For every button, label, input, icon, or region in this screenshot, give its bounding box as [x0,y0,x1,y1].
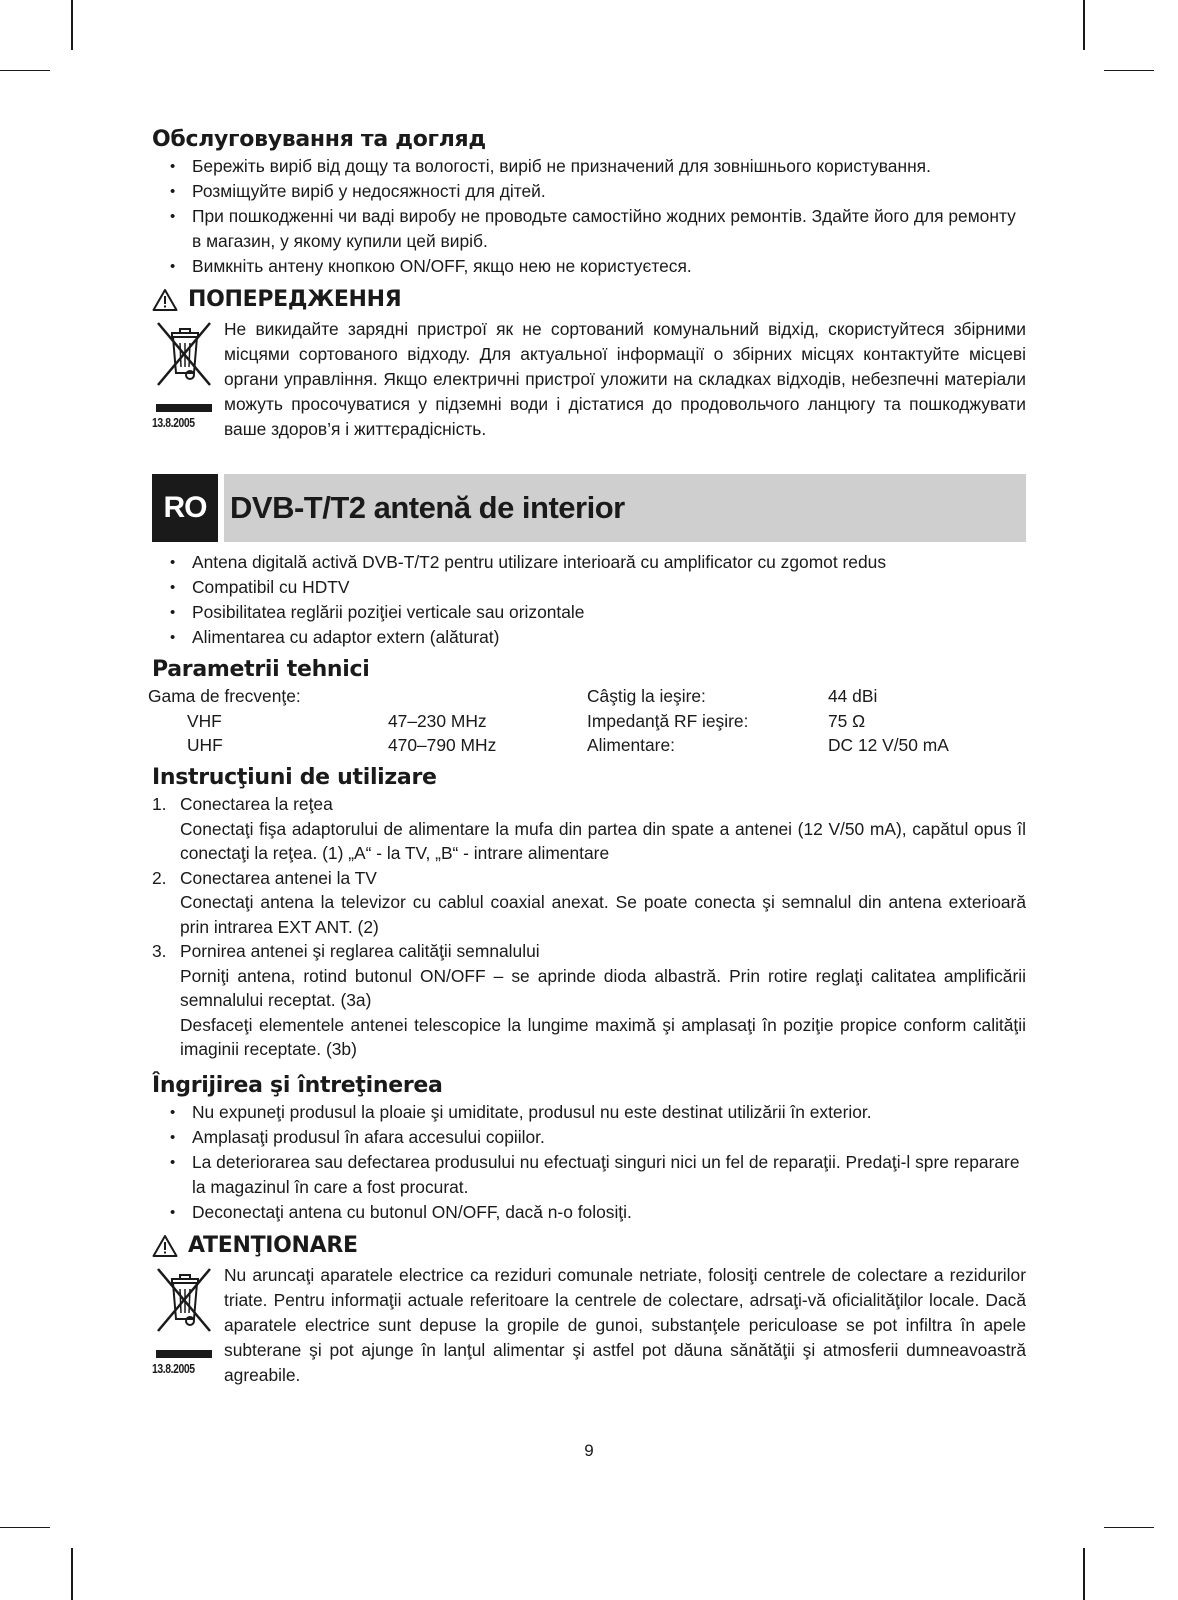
ro-steps-list [152,792,1026,1062]
page-content [148,126,1026,1388]
ro-warning-text: Nu aruncaţi aparatele electrice ca reziduri comunale netriate, folosiţi centrele de colectare a rezidurilor triate. Pentru informaţii actuale referitoare la centrele de colectare, adrsaţi-vă oficialităţilor locale. Dacă aparatele electrice sunt depuse la gropile de gunoi, substanţele periculoase se pot infiltra în apele subterane şi pot ajunge în lanţul alimentar şi astfel pot dăuna sănătăţii şi atmosferii dumneavoastră agreabile. [224,1264,1026,1385]
ro-care-heading: Îngrijirea şi întreţinerea [152,1072,443,1098]
impedance-label: Impedanţă RF ieşire: [587,710,749,731]
vhf-value: 47–230 MHz [388,710,487,731]
crossed-bin-icon [152,317,216,393]
step-number: 3. [152,941,167,961]
list-item: • Antena digitală activă DVB-T/T2 pentru utilizare interioară cu amplificator cu zgomot redus [152,550,1026,575]
crop-mark [0,70,50,71]
ro-product-title: DVB-T/T2 antenă de interior [224,474,1026,542]
weee-symbol [152,317,222,442]
warning-triangle-icon [152,1234,178,1258]
step-text: Conectaţi fişa adaptorului de alimentare la mufa din partea din spate a antenei (12 V/50 mA), capătul opus îl conectaţi la reţea. (1) „A“ - la TV, „B“ - intrare alimentare [180,818,1026,863]
crop-mark [1104,1527,1154,1528]
freq-label: Gama de frecvenţe: [148,686,301,706]
crop-mark [0,1527,50,1528]
uk-care-list [152,154,1026,279]
step-item [152,939,1026,1062]
step-item [152,866,1026,940]
ro-warning-heading [152,1231,1026,1261]
crossed-bin-icon [152,1263,216,1339]
uhf-value: 470–790 MHz [388,735,497,755]
language-badge: RO [152,474,218,542]
list-item: • Nu expuneţi produsul la ploaie şi umiditate, produsul nu este destinat utilizării în exterior. [152,1100,1026,1125]
uk-warning-title: ПОПЕРЕДЖЕННЯ [188,287,402,312]
ro-warning-title: ATENŢIONARE [188,1232,358,1258]
step-number: 2. [152,867,167,888]
ro-params-heading: Parametrii tehnici [152,657,370,682]
list-item: • При пошкодженні чи ваді виробу не проводьте самостійно жодних ремонтів. Здайте його для ремонту в магазин, у якому купили цей виріб. [152,204,1026,254]
power-value: DC 12 V/50 mA [828,735,949,755]
weee-date: 13.8.2005 [152,1360,195,1376]
power-label: Alimentare: [587,735,675,755]
ro-warning-block [152,1263,1026,1388]
list-item: • Posibilitatea reglării poziţiei verticale sau orizontale [152,600,1026,625]
impedance-value: 75 Ω [828,710,866,731]
warning-triangle-icon [152,288,178,312]
list-item: • Alimentarea cu adaptor extern (alăturat) [152,625,1026,650]
weee-bar [156,404,212,412]
list-item: • Бережіть виріб від дощу та вологості, виріб не призначений для зовнішнього користування. [152,154,1026,179]
ro-features-list [152,550,1026,650]
vhf-label: VHF [187,710,222,731]
step-text: Porniţi antena, rotind butonul ON/OFF – se aprinde dioda albastră. Prin rotire reglaţi calitatea amplificării semnalului receptat. (3a) [180,965,1026,1010]
step-text: Desfaceţi elementele antenei telescopice la lungime maximă şi amplasaţi în poziţie propice conform calităţii imaginii receptate. (3b) [180,1014,1026,1059]
ro-care-list [152,1100,1026,1225]
page-number: 9 [584,1441,594,1460]
step-number: 1. [152,794,167,814]
uk-warning-block [152,317,1026,442]
ro-params-table [148,684,1026,758]
uk-warning-heading [152,285,1026,315]
uhf-label: UHF [187,735,223,755]
ro-instructions-heading: Instrucţiuni de utilizare [152,765,437,790]
list-item: • Amplasaţi produsul în afara accesului copiilor. [152,1125,1026,1150]
list-item: • Вимкніть антену кнопкою ON/OFF, якщо нею не користуєтеся. [152,254,1026,279]
step-text: Conectaţi antena la televizor cu cablul coaxial anexat. Se poate conecta şi semnalul din antena exterioară prin intrarea EXT ANT. (2) [180,892,1026,937]
crop-mark [1104,70,1154,71]
ro-section-banner [152,474,1026,542]
uk-care-heading: Обслуговування та догляд [152,127,486,152]
step-item [152,792,1026,866]
step-title: Pornirea antenei şi reglarea calităţii semnalului [180,941,540,961]
list-item: • Compatibil cu HDTV [152,575,1026,600]
step-title: Conectarea la reţea [180,794,333,814]
gain-label: Câştig la ieşire: [587,686,706,706]
weee-date: 13.8.2005 [152,415,195,430]
weee-bar [156,1350,212,1358]
list-item: • Розміщуйте виріб у недосяжності для дітей. [152,179,1026,204]
crop-mark [71,1548,73,1600]
step-title: Conectarea antenei la TV [180,867,377,888]
list-item: • La deteriorarea sau defectarea produsului nu efectuaţi singuri nici un fel de reparaţii. Predaţi-l spre reparare la magazinul în care a fost procurat. [152,1150,1026,1200]
gain-value: 44 dBi [828,686,878,706]
weee-symbol [152,1263,222,1388]
crop-mark [1083,0,1085,50]
uk-warning-text: Не викидайте зарядні пристрої як не сортований комунальний відхід, скористуйтеся збірними місцями сортованого відходу. Для актуальної інформації о збірних місцях контактуйте місцеві органи управління. Якщо електричні пристрої уложити на складках відходів, небезпечні матеріали можуть просочуватися у підземні води і дістатися до продовольчого ланцюгу та пошкоджувати ваше здоров’я і життєрадісність. [224,319,1026,439]
crop-mark [71,0,73,50]
crop-mark [1083,1548,1085,1600]
list-item: • Deconectaţi antena cu butonul ON/OFF, dacă n-o folosiţi. [152,1200,1026,1225]
